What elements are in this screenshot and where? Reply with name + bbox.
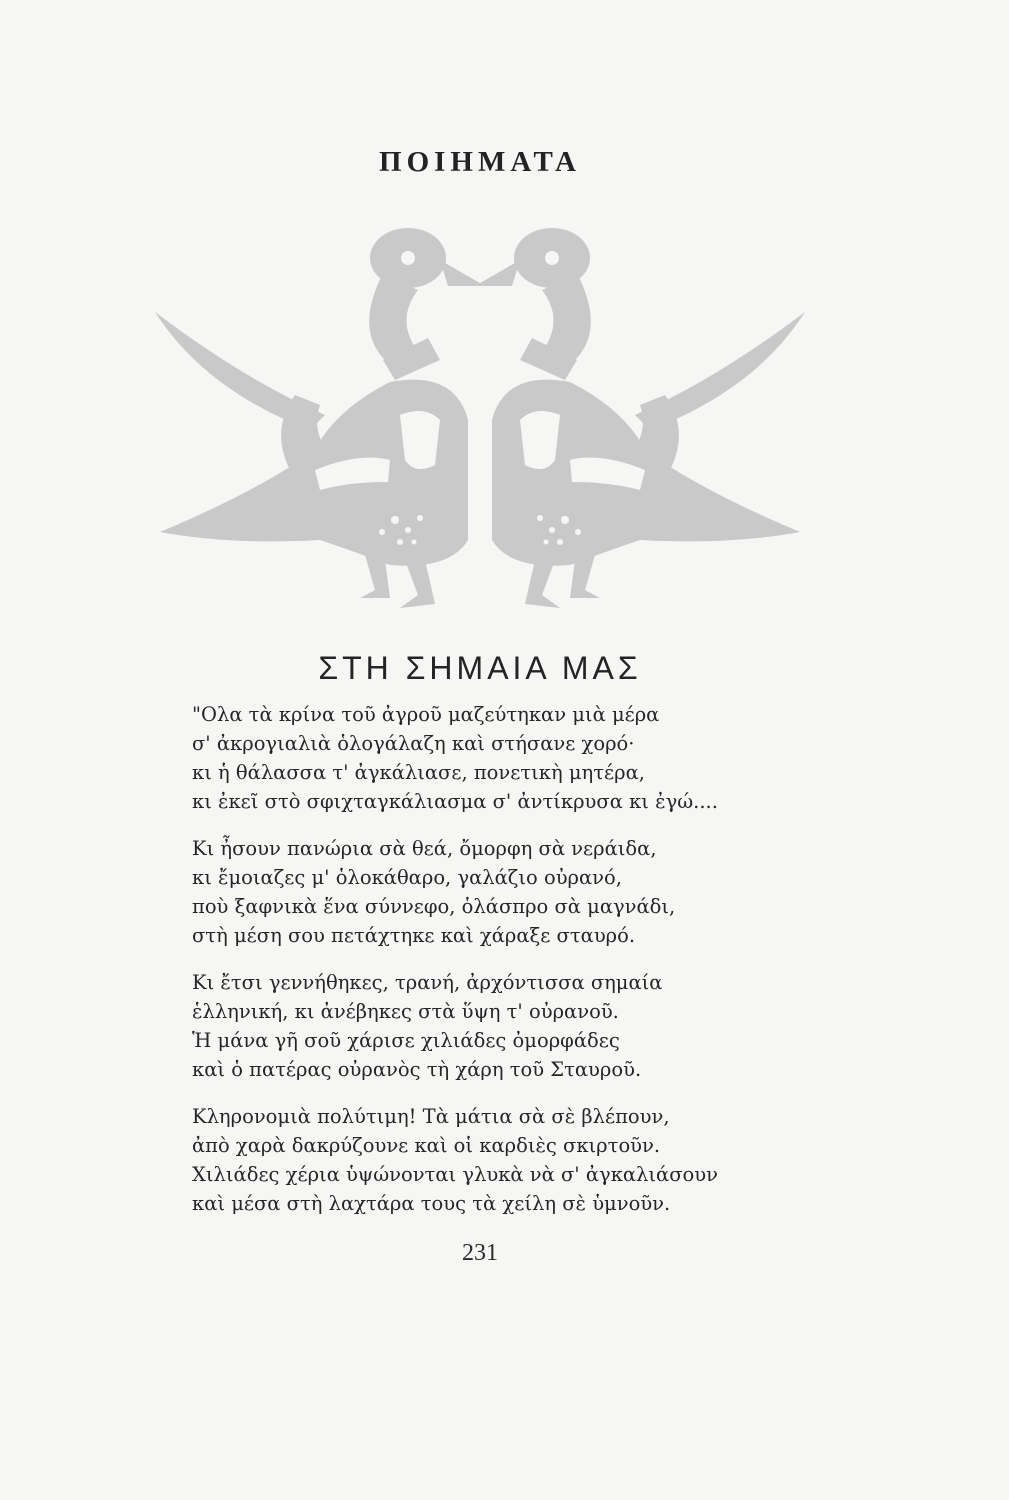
section-title: ΠΟΙΗΜΑΤΑ (379, 146, 581, 178)
poem-line: ἑλληνική, κι ἀνέβηκες στὰ ὕψη τ' οὐρανοῦ. (192, 1000, 619, 1023)
poem-line: σ' ἀκρογιαλιὰ ὁλογάλαζη καὶ στήσανε χορό· (192, 732, 635, 755)
poem-line: Χιλιάδες χέρια ὑψώνονται γλυκὰ νὰ σ' ἀγκαλιάσουν (192, 1163, 718, 1186)
poem-line: κι ἡ θάλασσα τ' ἀγκάλιασε, πονετικὴ μητέρα, (192, 761, 645, 784)
poem-line: Κι ἦσουν πανώρια σὰ θεά, ὄμορφη σὰ νεράιδα, (192, 837, 657, 860)
poem-line: κι ἐκεῖ στὸ σφιχταγκάλιασμα σ' ἀντίκρυσα κι ἐγώ.... (192, 790, 718, 813)
poem-line: Ἡ μάνα γῆ σοῦ χάρισε χιλιάδες ὀμορφάδες (192, 1029, 620, 1052)
stanza (192, 968, 812, 1084)
poem-line: κι ἔμοιαζες μ' ὁλοκάθαρο, γαλάζιο οὐρανό, (192, 866, 622, 889)
poem-line: "Ολα τὰ κρίνα τοῦ ἀγροῦ μαζεύτηκαν μιὰ μέρα (192, 703, 660, 726)
poem-line: καὶ μέσα στὴ λαχτάρα τους τὰ χείλη σὲ ὑμνοῦν. (192, 1192, 671, 1215)
two-ducks-ornament-icon (150, 220, 810, 620)
stanza (192, 1102, 812, 1218)
poem-title: ΣΤΗ ΣΗΜΑΙΑ ΜΑΣ (318, 650, 642, 686)
poem-line: Κληρονομιὰ πολύτιμη! Τὰ μάτια σὰ σὲ βλέπουν, (192, 1105, 670, 1128)
stanza (192, 700, 812, 816)
stanza (192, 834, 812, 950)
poem-line: Κι ἔτσι γεννήθηκες, τρανή, ἀρχόντισσα σημαία (192, 971, 663, 994)
poem-line: στὴ μέση σου πετάχτηκε καὶ χάραξε σταυρό. (192, 924, 636, 947)
poem-line: ποὺ ξαφνικὰ ἕνα σύννεφο, ὁλάσπρο σὰ μαγνάδι, (192, 895, 676, 918)
poem-line: καὶ ὁ πατέρας οὐρανὸς τὴ χάρη τοῦ Σταυροῦ. (192, 1058, 642, 1081)
poem-line: ἀπὸ χαρὰ δακρύζουνε καὶ οἱ καρδιὲς σκιρτοῦν. (192, 1134, 661, 1157)
page-number: 231 (462, 1240, 498, 1266)
poem-body (192, 700, 812, 1236)
